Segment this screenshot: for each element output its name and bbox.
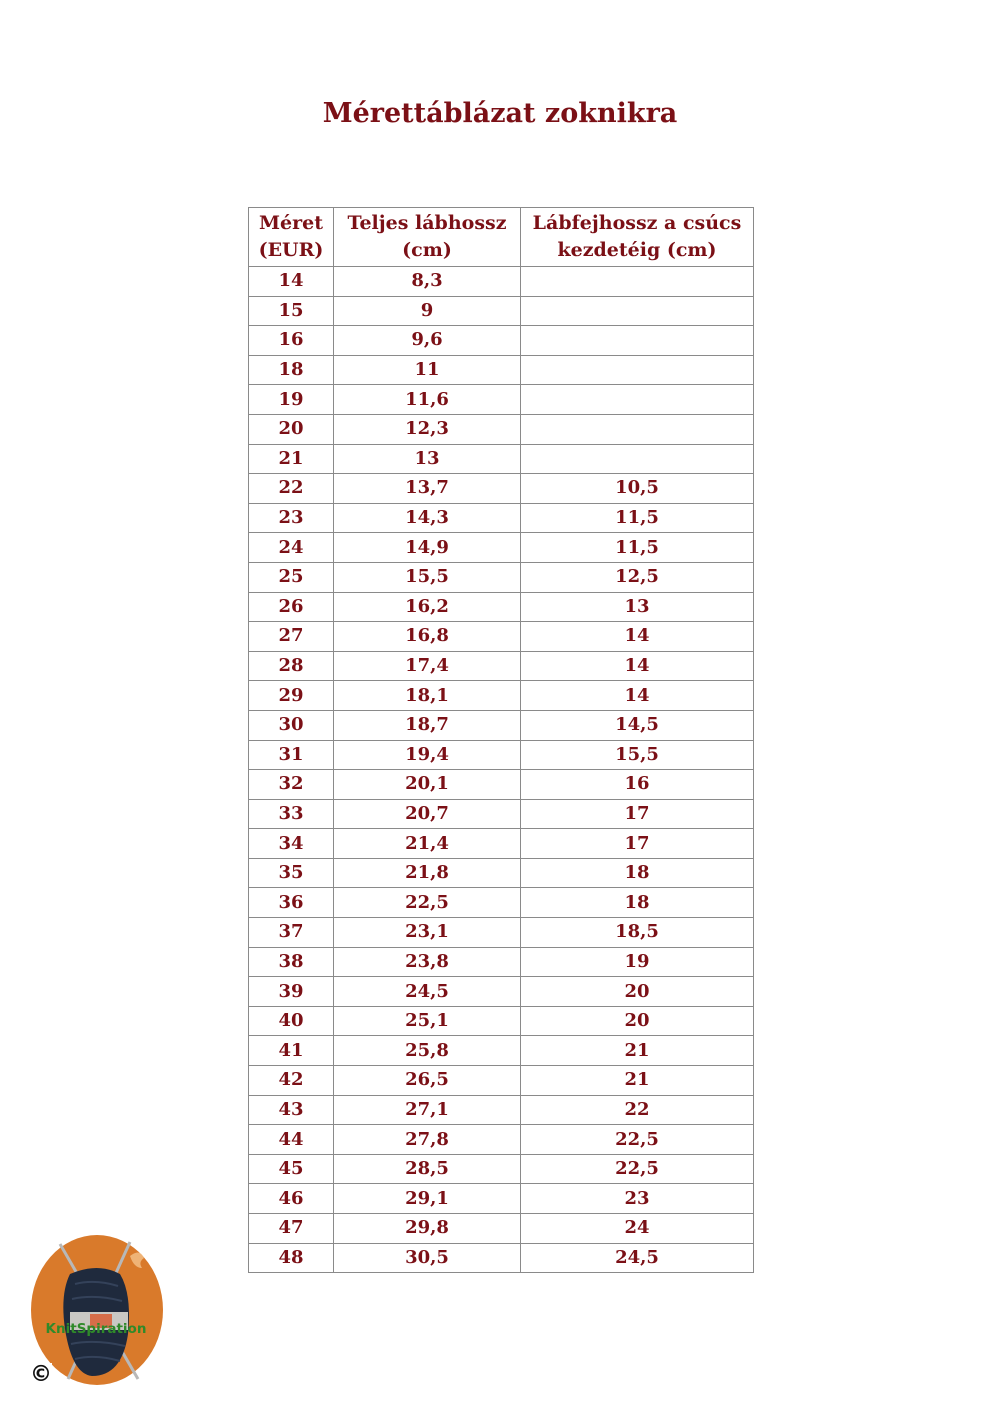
table-row	[249, 858, 754, 888]
cell-size: 21	[249, 444, 334, 474]
cell-foot-length: 13,7	[334, 474, 521, 504]
cell-foot-to-toe-length: 22	[521, 1095, 754, 1125]
table-row	[249, 533, 754, 563]
table-row	[249, 681, 754, 711]
cell-foot-to-toe-length: 10,5	[521, 474, 754, 504]
cell-foot-length: 14,9	[334, 533, 521, 563]
table-row	[249, 740, 754, 770]
cell-size: 35	[249, 858, 334, 888]
cell-foot-length: 29,1	[334, 1184, 521, 1214]
table-row	[249, 1066, 754, 1096]
cell-size: 41	[249, 1036, 334, 1066]
cell-size: 31	[249, 740, 334, 770]
cell-foot-length: 13	[334, 444, 521, 474]
cell-foot-to-toe-length	[521, 326, 754, 356]
table-row	[249, 414, 754, 444]
cell-foot-length: 22,5	[334, 888, 521, 918]
cell-size: 23	[249, 503, 334, 533]
cell-foot-length: 14,3	[334, 503, 521, 533]
table-row	[249, 296, 754, 326]
cell-size: 24	[249, 533, 334, 563]
table-row	[249, 622, 754, 652]
cell-foot-length: 24,5	[334, 977, 521, 1007]
cell-size: 34	[249, 829, 334, 859]
table-row	[249, 710, 754, 740]
cell-size: 42	[249, 1066, 334, 1096]
cell-foot-to-toe-length: 14	[521, 622, 754, 652]
table-row	[249, 977, 754, 1007]
copyright-symbol: ©	[30, 1362, 52, 1387]
cell-size: 39	[249, 977, 334, 1007]
cell-size: 29	[249, 681, 334, 711]
column-header-foot-to-toe-length: Lábfejhossz a csúcs kezdetéig (cm)	[521, 208, 754, 267]
cell-size: 33	[249, 799, 334, 829]
size-table	[248, 207, 754, 1273]
cell-foot-to-toe-length: 20	[521, 977, 754, 1007]
cell-foot-length: 21,4	[334, 829, 521, 859]
cell-foot-to-toe-length: 24	[521, 1214, 754, 1244]
table-row	[249, 1125, 754, 1155]
cell-foot-to-toe-length: 14,5	[521, 710, 754, 740]
cell-foot-to-toe-length: 17	[521, 799, 754, 829]
cell-foot-to-toe-length: 18,5	[521, 918, 754, 948]
cell-size: 19	[249, 385, 334, 415]
cell-foot-to-toe-length: 21	[521, 1066, 754, 1096]
table-row	[249, 326, 754, 356]
cell-foot-to-toe-length: 15,5	[521, 740, 754, 770]
table-row	[249, 770, 754, 800]
table-row	[249, 1095, 754, 1125]
cell-foot-to-toe-length: 13	[521, 592, 754, 622]
cell-size: 45	[249, 1154, 334, 1184]
table-row	[249, 1184, 754, 1214]
cell-foot-length: 16,2	[334, 592, 521, 622]
table-row	[249, 474, 754, 504]
cell-foot-to-toe-length	[521, 385, 754, 415]
cell-foot-to-toe-length	[521, 355, 754, 385]
cell-foot-to-toe-length	[521, 296, 754, 326]
cell-size: 18	[249, 355, 334, 385]
table-header-row	[249, 208, 754, 267]
table-row	[249, 918, 754, 948]
table-row	[249, 651, 754, 681]
cell-foot-length: 17,4	[334, 651, 521, 681]
cell-size: 46	[249, 1184, 334, 1214]
cell-size: 38	[249, 947, 334, 977]
cell-size: 36	[249, 888, 334, 918]
table-row	[249, 799, 754, 829]
cell-foot-to-toe-length	[521, 414, 754, 444]
table-row	[249, 503, 754, 533]
table-row	[249, 385, 754, 415]
cell-size: 37	[249, 918, 334, 948]
cell-foot-to-toe-length: 16	[521, 770, 754, 800]
cell-foot-length: 23,1	[334, 918, 521, 948]
table-row	[249, 1154, 754, 1184]
cell-foot-length: 26,5	[334, 1066, 521, 1096]
cell-foot-to-toe-length: 21	[521, 1036, 754, 1066]
table-row	[249, 1036, 754, 1066]
cell-size: 40	[249, 1006, 334, 1036]
table-row	[249, 947, 754, 977]
cell-size: 20	[249, 414, 334, 444]
page-title: Mérettáblázat zoknikra	[322, 98, 678, 129]
column-header-foot-length: Teljes lábhossz (cm)	[334, 208, 521, 267]
cell-size: 47	[249, 1214, 334, 1244]
cell-foot-length: 15,5	[334, 562, 521, 592]
cell-foot-length: 20,1	[334, 770, 521, 800]
cell-size: 43	[249, 1095, 334, 1125]
table-row	[249, 1214, 754, 1244]
cell-size: 48	[249, 1243, 334, 1273]
cell-foot-length: 19,4	[334, 740, 521, 770]
cell-foot-to-toe-length: 22,5	[521, 1125, 754, 1155]
logo-text: KnitSpiration	[45, 1321, 147, 1337]
cell-foot-length: 11,6	[334, 385, 521, 415]
cell-foot-to-toe-length: 11,5	[521, 503, 754, 533]
cell-size: 22	[249, 474, 334, 504]
cell-foot-length: 20,7	[334, 799, 521, 829]
cell-foot-to-toe-length: 14	[521, 651, 754, 681]
cell-size: 15	[249, 296, 334, 326]
cell-foot-length: 9,6	[334, 326, 521, 356]
cell-size: 25	[249, 562, 334, 592]
cell-foot-length: 16,8	[334, 622, 521, 652]
cell-foot-to-toe-length: 22,5	[521, 1154, 754, 1184]
table-row	[249, 355, 754, 385]
cell-size: 44	[249, 1125, 334, 1155]
table-row	[249, 267, 754, 297]
cell-foot-to-toe-length: 17	[521, 829, 754, 859]
cell-foot-length: 11	[334, 355, 521, 385]
cell-foot-to-toe-length: 19	[521, 947, 754, 977]
cell-foot-to-toe-length: 18	[521, 858, 754, 888]
table-row	[249, 829, 754, 859]
cell-size: 14	[249, 267, 334, 297]
table-row	[249, 1006, 754, 1036]
cell-size: 27	[249, 622, 334, 652]
cell-foot-to-toe-length: 12,5	[521, 562, 754, 592]
cell-foot-length: 28,5	[334, 1154, 521, 1184]
cell-foot-length: 18,7	[334, 710, 521, 740]
cell-foot-length: 27,1	[334, 1095, 521, 1125]
table-row	[249, 592, 754, 622]
column-header-size: Méret (EUR)	[249, 208, 334, 267]
cell-foot-to-toe-length: 20	[521, 1006, 754, 1036]
table-row	[249, 888, 754, 918]
cell-foot-to-toe-length	[521, 444, 754, 474]
cell-foot-length: 23,8	[334, 947, 521, 977]
table-row	[249, 444, 754, 474]
cell-foot-to-toe-length: 11,5	[521, 533, 754, 563]
cell-foot-length: 18,1	[334, 681, 521, 711]
cell-foot-length: 8,3	[334, 267, 521, 297]
cell-foot-length: 27,8	[334, 1125, 521, 1155]
cell-foot-to-toe-length: 18	[521, 888, 754, 918]
cell-foot-to-toe-length: 14	[521, 681, 754, 711]
cell-foot-length: 25,8	[334, 1036, 521, 1066]
cell-foot-length: 21,8	[334, 858, 521, 888]
cell-foot-length: 29,8	[334, 1214, 521, 1244]
table-row	[249, 562, 754, 592]
cell-size: 32	[249, 770, 334, 800]
cell-foot-length: 12,3	[334, 414, 521, 444]
cell-size: 30	[249, 710, 334, 740]
cell-foot-length: 9	[334, 296, 521, 326]
cell-foot-to-toe-length: 24,5	[521, 1243, 754, 1273]
cell-foot-length: 30,5	[334, 1243, 521, 1273]
table-row	[249, 1243, 754, 1273]
cell-foot-to-toe-length	[521, 267, 754, 297]
cell-foot-length: 25,1	[334, 1006, 521, 1036]
cell-foot-to-toe-length: 23	[521, 1184, 754, 1214]
cell-size: 26	[249, 592, 334, 622]
cell-size: 16	[249, 326, 334, 356]
cell-size: 28	[249, 651, 334, 681]
table-body	[249, 267, 754, 1273]
